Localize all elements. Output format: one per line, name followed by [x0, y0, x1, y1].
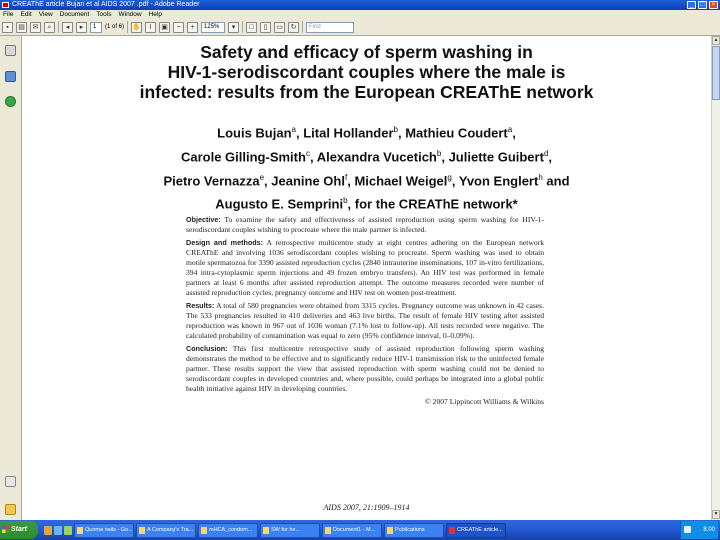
menu-tools[interactable]: Tools: [96, 11, 112, 18]
citation-text: AIDS 2007, 21:1909–1914: [323, 503, 410, 512]
abstract-heading: Objective:: [186, 215, 221, 224]
find-input[interactable]: Find: [306, 22, 354, 33]
author-separator: ,: [441, 149, 449, 165]
author-separator: ,: [397, 125, 406, 141]
author-affiliation: a: [507, 125, 513, 134]
scroll-down-icon[interactable]: ▼: [713, 511, 719, 517]
taskbar-item-label: mHCA_condom...: [209, 526, 253, 533]
clock: 8:00: [703, 527, 715, 533]
author-name: Alexandra Vucetich: [316, 149, 437, 165]
zoom-out-icon[interactable]: −: [173, 22, 184, 33]
author-separator: ,: [512, 125, 516, 141]
author-name: Lital Hollander: [303, 125, 394, 141]
author-affiliation: a: [291, 125, 296, 134]
zoom-in-icon[interactable]: +: [187, 22, 198, 33]
close-button[interactable]: ×: [709, 1, 718, 9]
taskbar-item[interactable]: [260, 523, 320, 538]
toolbar-divider: [242, 21, 243, 33]
author-affiliation: e: [259, 172, 265, 182]
article-title-line: Safety and efficacy of sperm washing in: [200, 42, 533, 62]
author-affiliation: b: [393, 125, 398, 134]
navigation-panel: [0, 36, 22, 520]
abstract-objective: [186, 215, 544, 235]
author-separator: , for the CREAThE network*: [347, 196, 518, 212]
abstract-text: This first multicentre retrospective study of assisted reproduction following sperm washing demonstrates the method to be effective and to significantly reduce HIV-1 transmission risk to the uninfected female partner. These results support the view that assisted reproduction with sperm washing could not be denied to serodiscordant couples in developed countries and, where possible, could perhaps be integrated into a global public health initiative against HIV in developing countries.: [186, 343, 544, 393]
comments-icon[interactable]: [5, 504, 16, 515]
zoom-dropdown-icon[interactable]: ▾: [228, 22, 239, 33]
author-name: Carole Gilling-Smith: [180, 149, 306, 165]
abstract-text: To examine the safety and effectiveness of assisted reproduction using sperm washing for HIV-1-serodiscordant couples wishing to procreate where the male partner is infected.: [186, 215, 544, 235]
taskbar-item[interactable]: [322, 523, 382, 538]
author-separator: ,: [451, 172, 459, 188]
article-title-line: HIV-1-serodiscordant couples where the male is: [167, 62, 566, 82]
app-icon: [325, 527, 331, 534]
journal-citation: [22, 503, 711, 512]
author-affiliation: f: [344, 172, 348, 182]
menu-view[interactable]: View: [38, 11, 53, 18]
taskbar-item-label: CREAThE article...: [457, 526, 503, 533]
author-name: Mathieu Coudert: [405, 125, 508, 141]
author-affiliation: b: [343, 196, 348, 206]
taskbar-item[interactable]: [74, 523, 134, 538]
article-authors: [22, 120, 711, 215]
title-bar: [0, 0, 720, 10]
attachments-icon[interactable]: [5, 96, 16, 107]
fit-width-icon[interactable]: ▭: [274, 22, 285, 33]
windows-logo-icon: [2, 526, 9, 533]
prev-page-icon[interactable]: ◂: [62, 22, 73, 33]
menu-window[interactable]: Window: [118, 11, 142, 18]
windows-taskbar: [0, 520, 720, 540]
author-name: Juliette Guibert: [448, 149, 544, 165]
next-page-icon[interactable]: ▸: [76, 22, 87, 33]
app-icon: [201, 527, 207, 534]
document-page: [22, 36, 711, 520]
author-name: Jeanine Ohl: [271, 172, 345, 188]
taskbar-item[interactable]: [136, 523, 196, 538]
toolbar-divider: [127, 21, 128, 33]
toolbar-divider: [58, 21, 59, 33]
start-label: Start: [11, 526, 27, 533]
fit-page-icon[interactable]: ▯: [260, 22, 271, 33]
taskbar-item[interactable]: [384, 523, 444, 538]
taskbar-item[interactable]: [198, 523, 258, 538]
actual-size-icon[interactable]: □: [246, 22, 257, 33]
tray-icon[interactable]: [684, 526, 691, 533]
toolbar: [0, 19, 720, 36]
paperclip-icon[interactable]: [5, 476, 16, 487]
search-icon[interactable]: ⌕: [44, 22, 55, 33]
quicklaunch-ie-icon[interactable]: [54, 526, 62, 535]
abstract-conclusion: [186, 344, 544, 394]
author-name: Yvon Englert: [458, 172, 539, 188]
author-separator: and: [542, 172, 570, 188]
adobe-reader-icon: [449, 527, 455, 534]
maximize-button[interactable]: □: [698, 1, 707, 9]
abstract-heading: Results:: [186, 300, 215, 310]
save-icon[interactable]: ▪: [2, 22, 13, 33]
article-abstract: [186, 215, 544, 409]
quicklaunch-folder-icon[interactable]: [44, 526, 52, 535]
window-title: CREAThE article Bujan et al AIDS 2007 .pdf - Adobe Reader: [12, 1, 200, 8]
pages-icon[interactable]: [5, 45, 16, 56]
author-affiliation: c: [305, 148, 310, 158]
select-tool-icon[interactable]: I: [145, 22, 156, 33]
scroll-thumb[interactable]: [712, 46, 720, 100]
window-controls: [687, 1, 718, 9]
taskbar-item-label: Document1 - M...: [333, 526, 376, 533]
abstract-methods: [186, 238, 544, 299]
author-name: Pietro Vernazza: [163, 172, 260, 188]
menu-document[interactable]: Document: [59, 11, 90, 18]
quicklaunch-desktop-icon[interactable]: [64, 526, 72, 535]
page-number-input[interactable]: 1: [90, 22, 102, 33]
abstract-results: [186, 301, 544, 341]
app-icon: [139, 527, 145, 534]
author-affiliation: h: [538, 172, 543, 182]
scroll-up-icon[interactable]: ▲: [713, 37, 719, 43]
rotate-icon[interactable]: ↻: [288, 22, 299, 33]
minimize-button[interactable]: _: [687, 1, 696, 9]
print-icon[interactable]: ▤: [16, 22, 27, 33]
abstract-text: A total of 580 pregnancies were obtained from 3315 cycles. Pregnancy outcome was unknown in 42 cases. The 533 pregnancies resulted in 410 deliveries and 463 live births. The result of female HIV testing after assisted reproduction was known in 967 out of 1036 woman (7.1% lost to follow-up). All tests recorded were negative. The calculated probability of contamination was equal to zero (95% confidence interval, 0–0.09%).: [186, 300, 544, 341]
copyright-notice: © 2007 Lippincott Williams & Wilkins: [425, 396, 544, 406]
taskbar-item-label: A Company's Tra...: [147, 526, 194, 533]
author-separator: ,: [347, 172, 355, 188]
abstract-heading: Design and methods:: [186, 237, 264, 247]
taskbar-item-label: Quoma nails - Go...: [85, 526, 133, 533]
app-icon: [263, 527, 269, 534]
app-icon: [387, 527, 393, 534]
author-separator: ,: [548, 149, 553, 165]
app-icon: [77, 527, 83, 534]
abstract-text: A retrospective multicentre study at eight centres adhering on the European network CREAThE and involving 1036 serodiscordant couples wishing to procreate. Sperm washing was used to obtain motile spermatozoa for 3390 assisted reproduction cycles (2840 intrauterine inseminations, 107 in-vitro fertilizations, 394 intra-cytoplasmic sperm injections and 49 frozen embryo transfers). An HIV test was performed in female partners at least 6 months after assisted reproduction attempt. The outcome measures recorded were number of assisted reproduction cycles, pregnancy outcome and HIV test on women post-treatment.: [186, 237, 544, 298]
author-separator: ,: [309, 149, 317, 165]
taskbar-item-active[interactable]: [446, 523, 506, 538]
start-button[interactable]: [0, 521, 38, 539]
menu-bar: [0, 10, 720, 19]
toolbar-divider: [302, 21, 303, 33]
hand-tool-icon[interactable]: ✋: [132, 23, 141, 31]
author-affiliation: b: [436, 148, 442, 158]
page-count: (1 of 6): [105, 24, 125, 30]
article-title-line: infected: results from the European CREAThE network: [139, 82, 594, 102]
author-affiliation: d: [543, 148, 549, 158]
author-name: Louis Bujan: [217, 125, 292, 141]
author-name: Michael Weigel: [354, 172, 448, 188]
vertical-scrollbar[interactable]: [711, 36, 720, 520]
bookmarks-icon[interactable]: [5, 71, 16, 82]
author-separator: ,: [295, 125, 304, 141]
abstract-heading: Conclusion:: [186, 343, 228, 353]
article-title: [22, 42, 711, 102]
author-name: Augusto E. Semprini: [215, 196, 344, 212]
menu-file[interactable]: File: [3, 11, 14, 18]
snapshot-icon[interactable]: ▣: [159, 22, 170, 33]
menu-edit[interactable]: Edit: [20, 11, 32, 18]
zoom-select[interactable]: 125%: [201, 22, 225, 33]
taskbar-item-label: Publications: [395, 526, 425, 533]
system-tray: [680, 521, 718, 539]
adobe-reader-icon: [2, 2, 9, 8]
email-icon[interactable]: ✉: [30, 22, 41, 33]
author-separator: ,: [264, 172, 272, 188]
menu-help[interactable]: Help: [148, 11, 162, 18]
author-affiliation: g: [447, 172, 452, 182]
taskbar-item-label: SW for he...: [271, 526, 301, 533]
